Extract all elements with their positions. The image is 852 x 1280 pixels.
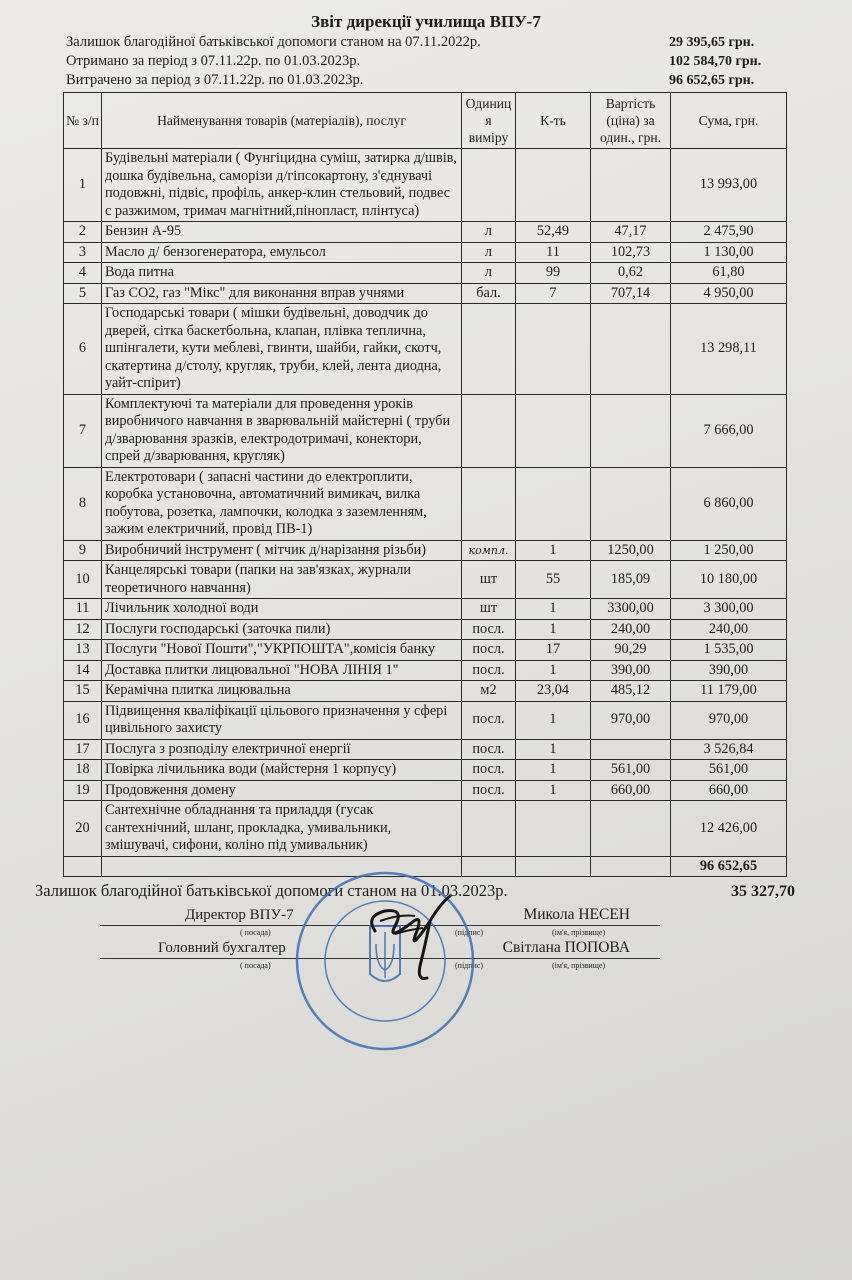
- header-num: № з/п: [64, 93, 102, 149]
- row-name: Газ СО2, газ "Мікс" для виконання вправ учнями: [102, 283, 462, 304]
- closing-balance-value: 35 327,70: [731, 883, 795, 900]
- row-name: Електротовари ( запасні частини до електроплити, коробка установочна, автоматичний вимикач, вилка побутова, розетка, лампочки, колодка з заземленням, зажим електричний, провід ПВ-1): [102, 467, 462, 540]
- post-caption: ( посада): [240, 928, 271, 937]
- row-sum: 390,00: [671, 660, 787, 681]
- row-unit: посл.: [462, 780, 516, 801]
- summary-received: [66, 52, 786, 71]
- signature-row-accountant: [100, 939, 660, 972]
- summary-label: Витрачено за період з 07.11.22р. по 01.03.2023р.: [66, 72, 364, 88]
- table-row: [64, 599, 787, 620]
- row-qty: 7: [516, 283, 591, 304]
- header-name: Найменування товарів (матеріалів), послуг: [102, 93, 462, 149]
- row-qty: [516, 149, 591, 222]
- table-row: [64, 640, 787, 661]
- row-qty: [516, 394, 591, 467]
- row-name: Підвищення кваліфікації цільового призначення у сфері цивільного захисту: [102, 701, 462, 739]
- row-sum: 11 179,00: [671, 681, 787, 702]
- row-name: Керамічна плитка лицювальна: [102, 681, 462, 702]
- row-name: Сантехнічне обладнання та приладдя (гусак сантехнічний, шланг, прокладка, умивальники, змішувачі, сифони, коліно під умивальник): [102, 801, 462, 857]
- row-qty: 1: [516, 739, 591, 760]
- row-num: 3: [64, 242, 102, 263]
- row-qty: 55: [516, 561, 591, 599]
- row-num: 2: [64, 222, 102, 243]
- row-qty: 1: [516, 780, 591, 801]
- row-price: 1250,00: [591, 540, 671, 561]
- row-price: 102,73: [591, 242, 671, 263]
- row-num: 7: [64, 394, 102, 467]
- row-num: 11: [64, 599, 102, 620]
- row-price: 0,62: [591, 263, 671, 284]
- table-total-row: [64, 856, 787, 877]
- table-row: [64, 660, 787, 681]
- row-num: 17: [64, 739, 102, 760]
- row-num: 18: [64, 760, 102, 781]
- row-name: Послуга з розподілу електричної енергії: [102, 739, 462, 760]
- row-unit: л: [462, 242, 516, 263]
- row-name: Канцелярські товари (папки на зав'язках, журнали теоретичного навчання): [102, 561, 462, 599]
- row-unit: посл.: [462, 619, 516, 640]
- row-price: [591, 394, 671, 467]
- closing-balance-label: Залишок благодійної батьківської допомоги станом на 01.03.2023р.: [35, 881, 508, 900]
- empty-cell: [516, 856, 591, 877]
- row-sum: 3 300,00: [671, 599, 787, 620]
- summary-value: 102 584,70 грн.: [669, 54, 762, 69]
- row-sum: 1 130,00: [671, 242, 787, 263]
- row-num: 5: [64, 283, 102, 304]
- row-name: Господарські товари ( мішки будівельні, доводчик до дверей, сітка баскетбольна, клапан, плівка теплична, шпінгалети, кути меблеві, гвинти, шайби, гайки, скотч, скатертина д/столу, кругляк, труби, клей, лента диодна, уайт-спірит): [102, 304, 462, 395]
- empty-cell: [64, 856, 102, 877]
- row-price: 707,14: [591, 283, 671, 304]
- row-name: Продовження домену: [102, 780, 462, 801]
- row-qty: [516, 304, 591, 395]
- row-qty: [516, 467, 591, 540]
- row-price: 390,00: [591, 660, 671, 681]
- name-caption: (ім'я, прізвище): [552, 961, 606, 970]
- row-price: 970,00: [591, 701, 671, 739]
- row-sum: 61,80: [671, 263, 787, 284]
- table-row: [64, 540, 787, 561]
- row-unit: бал.: [462, 283, 516, 304]
- document-title: Звіт дирекції училища ВПУ-7: [311, 12, 541, 31]
- row-sum: 1 535,00: [671, 640, 787, 661]
- table-row: [64, 283, 787, 304]
- table-row: [64, 467, 787, 540]
- row-name: Послуги господарські (заточка пили): [102, 619, 462, 640]
- row-sum: 2 475,90: [671, 222, 787, 243]
- table-row: [64, 681, 787, 702]
- row-num: 10: [64, 561, 102, 599]
- row-name: Лічильник холодної води: [102, 599, 462, 620]
- post-caption: ( посада): [240, 961, 271, 970]
- row-sum: 13 993,00: [671, 149, 787, 222]
- row-unit: посл.: [462, 760, 516, 781]
- name-caption: (ім'я, прізвище): [552, 928, 606, 937]
- row-qty: 17: [516, 640, 591, 661]
- row-unit: шт: [462, 599, 516, 620]
- row-num: 16: [64, 701, 102, 739]
- row-qty: 23,04: [516, 681, 591, 702]
- table-row: [64, 701, 787, 739]
- row-unit: шт: [462, 561, 516, 599]
- row-qty: 52,49: [516, 222, 591, 243]
- signer-post: Директор ВПУ-7: [185, 907, 294, 923]
- row-name: Повірка лічильника води (майстерня 1 корпусу): [102, 760, 462, 781]
- table-header-row: [64, 93, 787, 149]
- table-row: [64, 739, 787, 760]
- header-unit: Одиниця виміру: [462, 93, 516, 149]
- row-qty: 1: [516, 660, 591, 681]
- summary-label: Залишок благодійної батьківської допомоги станом на 07.11.2022р.: [66, 34, 481, 50]
- table-row: [64, 801, 787, 857]
- row-unit: м2: [462, 681, 516, 702]
- row-unit: [462, 394, 516, 467]
- summary-value: 96 652,65 грн.: [669, 73, 755, 88]
- row-unit: посл.: [462, 701, 516, 739]
- row-price: 485,12: [591, 681, 671, 702]
- row-name: Бензин А-95: [102, 222, 462, 243]
- row-sum: 660,00: [671, 780, 787, 801]
- row-unit: посл.: [462, 640, 516, 661]
- row-price: [591, 739, 671, 760]
- row-price: [591, 801, 671, 857]
- row-sum: 1 250,00: [671, 540, 787, 561]
- row-price: [591, 467, 671, 540]
- table-total: 96 652,65: [671, 856, 787, 877]
- row-price: [591, 304, 671, 395]
- signer-name: Микола НЕСЕН: [523, 906, 630, 923]
- table-row: [64, 780, 787, 801]
- row-num: 15: [64, 681, 102, 702]
- summary-label: Отримано за період з 07.11.22р. по 01.03.2023р.: [66, 53, 361, 69]
- signature-captions: [100, 926, 660, 939]
- row-num: 13: [64, 640, 102, 661]
- row-qty: 99: [516, 263, 591, 284]
- signer-post: Головний бухгалтер: [158, 940, 286, 956]
- row-unit: [462, 801, 516, 857]
- row-unit: посл.: [462, 660, 516, 681]
- row-unit: [462, 467, 516, 540]
- row-num: 14: [64, 660, 102, 681]
- row-num: 12: [64, 619, 102, 640]
- row-num: 20: [64, 801, 102, 857]
- row-qty: 1: [516, 760, 591, 781]
- row-sum: 13 298,11: [671, 304, 787, 395]
- signature-line: [100, 939, 660, 959]
- table-row: [64, 222, 787, 243]
- empty-cell: [591, 856, 671, 877]
- header-qty: К-ть: [516, 93, 591, 149]
- row-name: Комплектуючі та матеріали для проведення уроків виробничого навчання в зварювальній майстерні ( труби д/зварювання зразків, електродотримачі, конектори, спрей д/зварювання, кругляк): [102, 394, 462, 467]
- row-price: 240,00: [591, 619, 671, 640]
- table-row: [64, 149, 787, 222]
- summary-value: 29 395,65 грн.: [669, 35, 755, 50]
- empty-cell: [462, 856, 516, 877]
- table-row: [64, 304, 787, 395]
- header-sum: Сума, грн.: [671, 93, 787, 149]
- row-num: 6: [64, 304, 102, 395]
- table-row: [64, 619, 787, 640]
- row-unit: компл.: [462, 540, 516, 561]
- table-row: [64, 561, 787, 599]
- table-row: [64, 242, 787, 263]
- row-unit: л: [462, 222, 516, 243]
- row-price: [591, 149, 671, 222]
- sign-caption: (підпис): [455, 961, 484, 970]
- row-sum: 6 860,00: [671, 467, 787, 540]
- signature-line: [100, 906, 660, 926]
- row-unit: посл.: [462, 739, 516, 760]
- row-qty: 11: [516, 242, 591, 263]
- row-price: 3300,00: [591, 599, 671, 620]
- row-sum: 12 426,00: [671, 801, 787, 857]
- table-row: [64, 760, 787, 781]
- row-sum: 10 180,00: [671, 561, 787, 599]
- row-name: Доставка плитки лицювальної "НОВА ЛІНІЯ 1": [102, 660, 462, 681]
- row-num: 4: [64, 263, 102, 284]
- empty-cell: [102, 856, 462, 877]
- expense-table: [63, 92, 787, 877]
- row-num: 19: [64, 780, 102, 801]
- row-name: Масло д/ бензогенератора, емульсол: [102, 242, 462, 263]
- row-sum: 561,00: [671, 760, 787, 781]
- header-price: Вартість (ціна) за один., грн.: [591, 93, 671, 149]
- row-price: 47,17: [591, 222, 671, 243]
- row-price: 185,09: [591, 561, 671, 599]
- row-sum: 240,00: [671, 619, 787, 640]
- summary-opening-balance: [66, 33, 786, 52]
- row-num: 1: [64, 149, 102, 222]
- row-unit: [462, 149, 516, 222]
- row-qty: 1: [516, 619, 591, 640]
- closing-balance: [35, 881, 795, 902]
- row-price: 660,00: [591, 780, 671, 801]
- row-name: Виробничий інструмент ( мітчик д/нарізання різьби): [102, 540, 462, 561]
- row-name: Послуги "Нової Пошти","УКРПОШТА",комісія банку: [102, 640, 462, 661]
- row-name: Вода питна: [102, 263, 462, 284]
- sign-caption: (підпис): [455, 928, 484, 937]
- row-qty: [516, 801, 591, 857]
- row-num: 9: [64, 540, 102, 561]
- table-row: [64, 263, 787, 284]
- table-row: [64, 394, 787, 467]
- row-qty: 1: [516, 599, 591, 620]
- summary-spent: [66, 71, 786, 90]
- signer-name: Світлана ПОПОВА: [502, 939, 630, 956]
- row-sum: 970,00: [671, 701, 787, 739]
- row-qty: 1: [516, 701, 591, 739]
- row-qty: 1: [516, 540, 591, 561]
- row-unit: [462, 304, 516, 395]
- row-sum: 7 666,00: [671, 394, 787, 467]
- row-name: Будівельні матеріали ( Фунгіцидна суміш, затирка д/швів, дошка будівельна, саморізи д/гіпсокартону, з'єднувачі подовжні, підвіс, профіль, анкер-клин стельовий, подвес с разжимом, тримач магнітний,пінопласт, плінтуса): [102, 149, 462, 222]
- row-sum: 3 526,84: [671, 739, 787, 760]
- row-unit: л: [462, 263, 516, 284]
- row-price: 90,29: [591, 640, 671, 661]
- row-price: 561,00: [591, 760, 671, 781]
- row-sum: 4 950,00: [671, 283, 787, 304]
- signature-block: [100, 906, 660, 972]
- signature-row-director: [100, 906, 660, 939]
- row-num: 8: [64, 467, 102, 540]
- signature-captions: [100, 959, 660, 972]
